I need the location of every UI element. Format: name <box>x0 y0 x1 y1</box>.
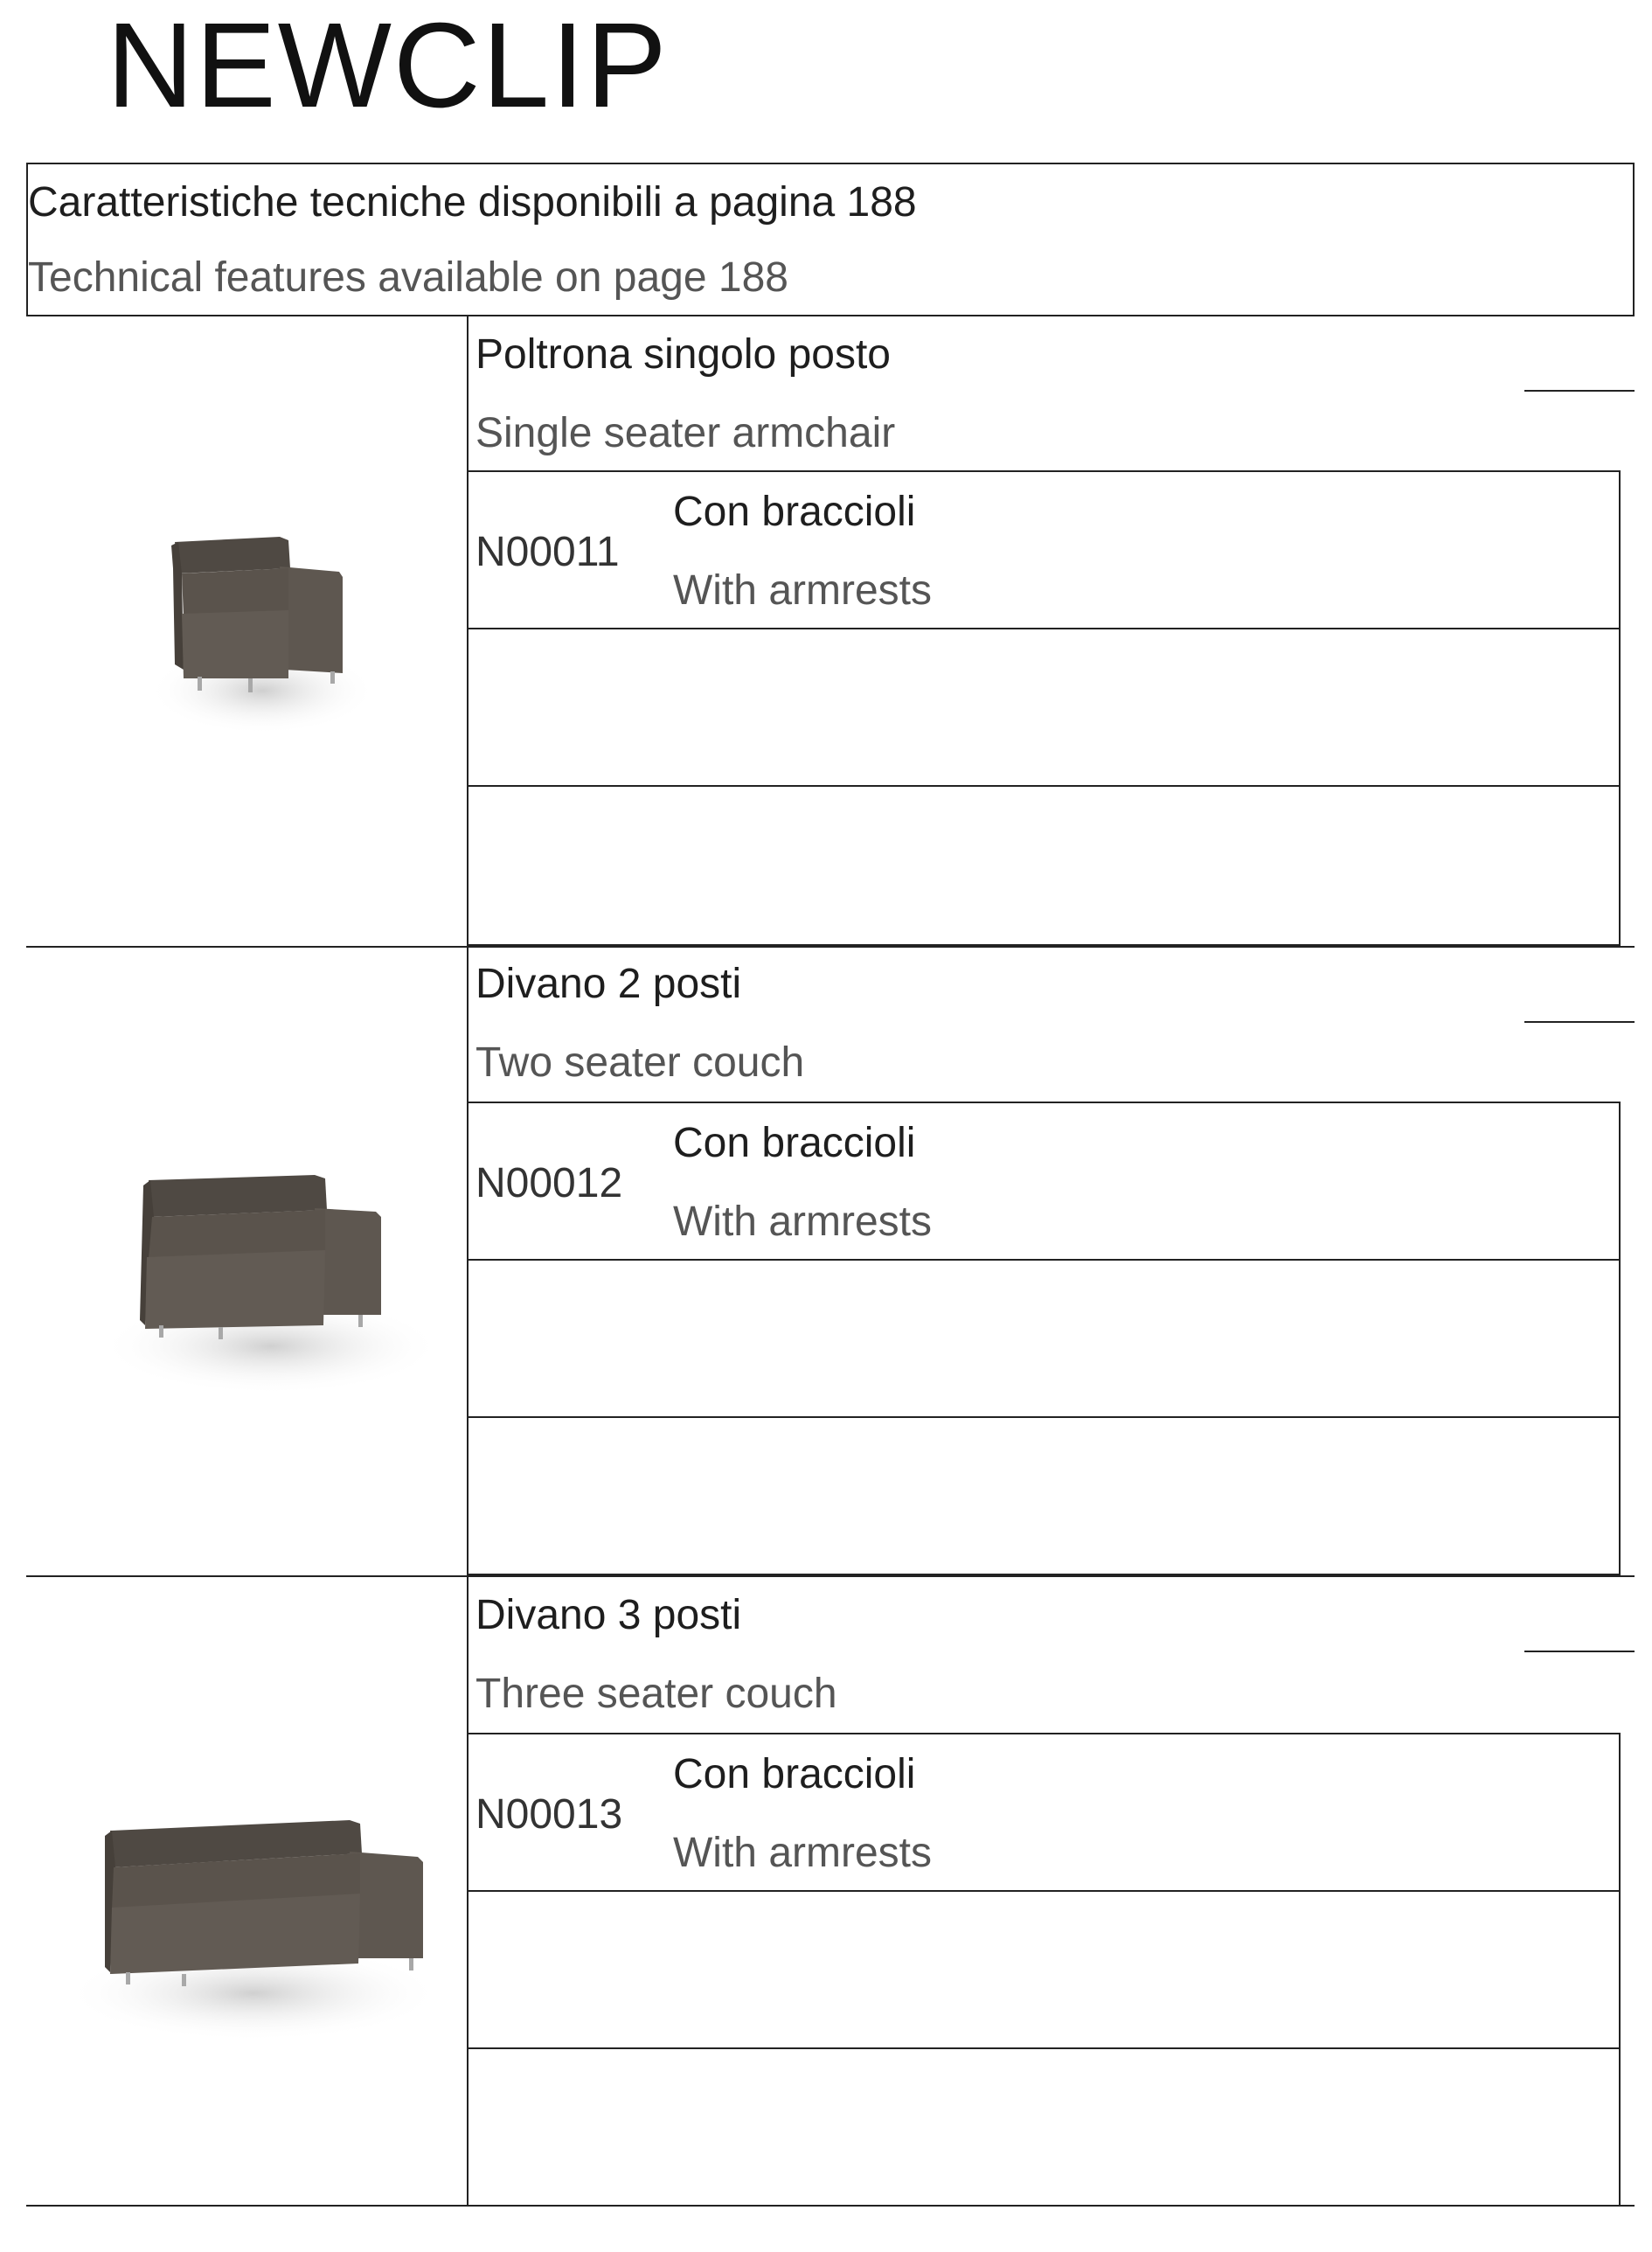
variant-desc-en: With armrests <box>673 1199 933 1245</box>
divider-tick <box>1524 1651 1635 1652</box>
product-name-en: Three seater couch <box>475 1671 837 1717</box>
variant-desc-it: Con braccioli <box>673 1751 916 1797</box>
product-name-it: Divano 2 posti <box>475 961 742 1007</box>
variant-desc-en: With armrests <box>673 1830 933 1876</box>
product-name-it: Divano 3 posti <box>475 1592 742 1638</box>
divider-tick <box>1524 1021 1635 1023</box>
two-seater-sofa-icon <box>96 1154 446 1399</box>
tech-features-it: Caratteristiche tecniche disponibili a pagina 188 <box>28 179 917 226</box>
variant-table <box>467 470 1621 946</box>
variant-desc-it: Con braccioli <box>673 489 916 535</box>
three-seater-sofa-icon <box>61 1801 446 2046</box>
variant-desc-en: With armrests <box>673 567 933 614</box>
variant-desc-it: Con braccioli <box>673 1120 916 1166</box>
page-title: NEWCLIP <box>107 0 669 133</box>
product-name-en: Single seater armchair <box>475 410 896 456</box>
variant-table <box>467 1733 1621 2207</box>
product-code: N00012 <box>475 1160 623 1206</box>
divider-tick <box>1524 390 1635 392</box>
product-code: N00011 <box>475 529 620 575</box>
product-name-it: Poltrona singolo posto <box>475 331 891 378</box>
armchair-icon <box>140 516 367 752</box>
tech-features-en: Technical features available on page 188 <box>28 254 788 301</box>
variant-table <box>467 1102 1621 1575</box>
product-code: N00013 <box>475 1791 623 1838</box>
product-name-en: Two seater couch <box>475 1039 805 1086</box>
